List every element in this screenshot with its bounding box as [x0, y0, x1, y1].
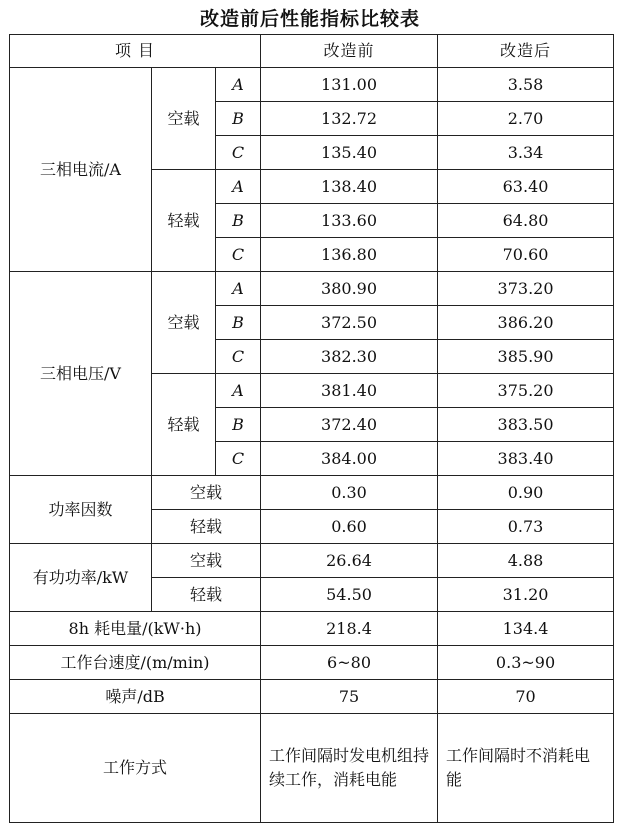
before-value: 384.00 — [261, 442, 438, 476]
load-label: 轻载 — [152, 170, 216, 272]
load-label: 轻载 — [152, 578, 261, 612]
after-value: 385.90 — [438, 340, 614, 374]
row-label-current: 三相电流/A — [10, 68, 152, 272]
before-value: 6~80 — [261, 646, 438, 680]
before-value: 218.4 — [261, 612, 438, 646]
before-value: 381.40 — [261, 374, 438, 408]
table-row — [10, 476, 614, 510]
before-value: 75 — [261, 680, 438, 714]
header-row — [10, 35, 614, 68]
table-row — [10, 272, 614, 306]
after-value: 2.70 — [438, 102, 614, 136]
after-value: 0.73 — [438, 510, 614, 544]
load-label: 空载 — [152, 544, 261, 578]
row-label-speed: 工作台速度/(m/min) — [10, 646, 261, 680]
row-label-energy: 8h 耗电量/(kW·h) — [10, 612, 261, 646]
after-value: 383.50 — [438, 408, 614, 442]
before-value: 133.60 — [261, 204, 438, 238]
table-title: 改造前后性能指标比较表 — [199, 8, 420, 30]
row-label-noise: 噪声/dB — [10, 680, 261, 714]
after-value: 3.58 — [438, 68, 614, 102]
after-value: 63.40 — [438, 170, 614, 204]
before-value: 382.30 — [261, 340, 438, 374]
row-label-mode: 工作方式 — [10, 714, 261, 823]
header-before: 改造前 — [261, 35, 438, 68]
phase-label: A — [216, 68, 261, 102]
before-value: 380.90 — [261, 272, 438, 306]
after-value: 工作间隔时不消耗电能 — [438, 714, 614, 823]
phase-label: C — [216, 340, 261, 374]
load-label: 轻载 — [152, 374, 216, 476]
table-row — [10, 714, 614, 823]
header-item: 项 目 — [10, 35, 261, 68]
row-label-power-factor: 功率因数 — [10, 476, 152, 544]
after-value: 383.40 — [438, 442, 614, 476]
comparison-table — [9, 34, 614, 823]
after-value: 386.20 — [438, 306, 614, 340]
phase-label: B — [216, 408, 261, 442]
before-value: 131.00 — [261, 68, 438, 102]
load-label: 空载 — [152, 476, 261, 510]
phase-label: B — [216, 306, 261, 340]
after-value: 0.90 — [438, 476, 614, 510]
after-value: 64.80 — [438, 204, 614, 238]
row-label-active-power: 有功功率/kW — [10, 544, 152, 612]
table-row — [10, 680, 614, 714]
before-value: 0.30 — [261, 476, 438, 510]
before-value: 136.80 — [261, 238, 438, 272]
after-value: 70.60 — [438, 238, 614, 272]
after-value: 4.88 — [438, 544, 614, 578]
phase-label: A — [216, 374, 261, 408]
phase-label: C — [216, 136, 261, 170]
after-value: 373.20 — [438, 272, 614, 306]
after-value: 0.3~90 — [438, 646, 614, 680]
before-value: 135.40 — [261, 136, 438, 170]
before-value: 工作间隔时发电机组持续工作，消耗电能 — [261, 714, 438, 823]
table-row — [10, 544, 614, 578]
table-row — [10, 612, 614, 646]
before-value: 138.40 — [261, 170, 438, 204]
table-row — [10, 68, 614, 102]
before-value: 54.50 — [261, 578, 438, 612]
before-value: 132.72 — [261, 102, 438, 136]
after-value: 134.4 — [438, 612, 614, 646]
phase-label: C — [216, 442, 261, 476]
load-label: 轻载 — [152, 510, 261, 544]
phase-label: A — [216, 170, 261, 204]
before-value: 0.60 — [261, 510, 438, 544]
phase-label: B — [216, 102, 261, 136]
phase-label: B — [216, 204, 261, 238]
phase-label: C — [216, 238, 261, 272]
after-value: 31.20 — [438, 578, 614, 612]
after-value: 70 — [438, 680, 614, 714]
load-label: 空载 — [152, 68, 216, 170]
before-value: 372.40 — [261, 408, 438, 442]
load-label: 空载 — [152, 272, 216, 374]
header-after: 改造后 — [438, 35, 614, 68]
table-row — [10, 646, 614, 680]
before-value: 26.64 — [261, 544, 438, 578]
before-value: 372.50 — [261, 306, 438, 340]
after-value: 3.34 — [438, 136, 614, 170]
after-value: 375.20 — [438, 374, 614, 408]
row-label-voltage: 三相电压/V — [10, 272, 152, 476]
phase-label: A — [216, 272, 261, 306]
